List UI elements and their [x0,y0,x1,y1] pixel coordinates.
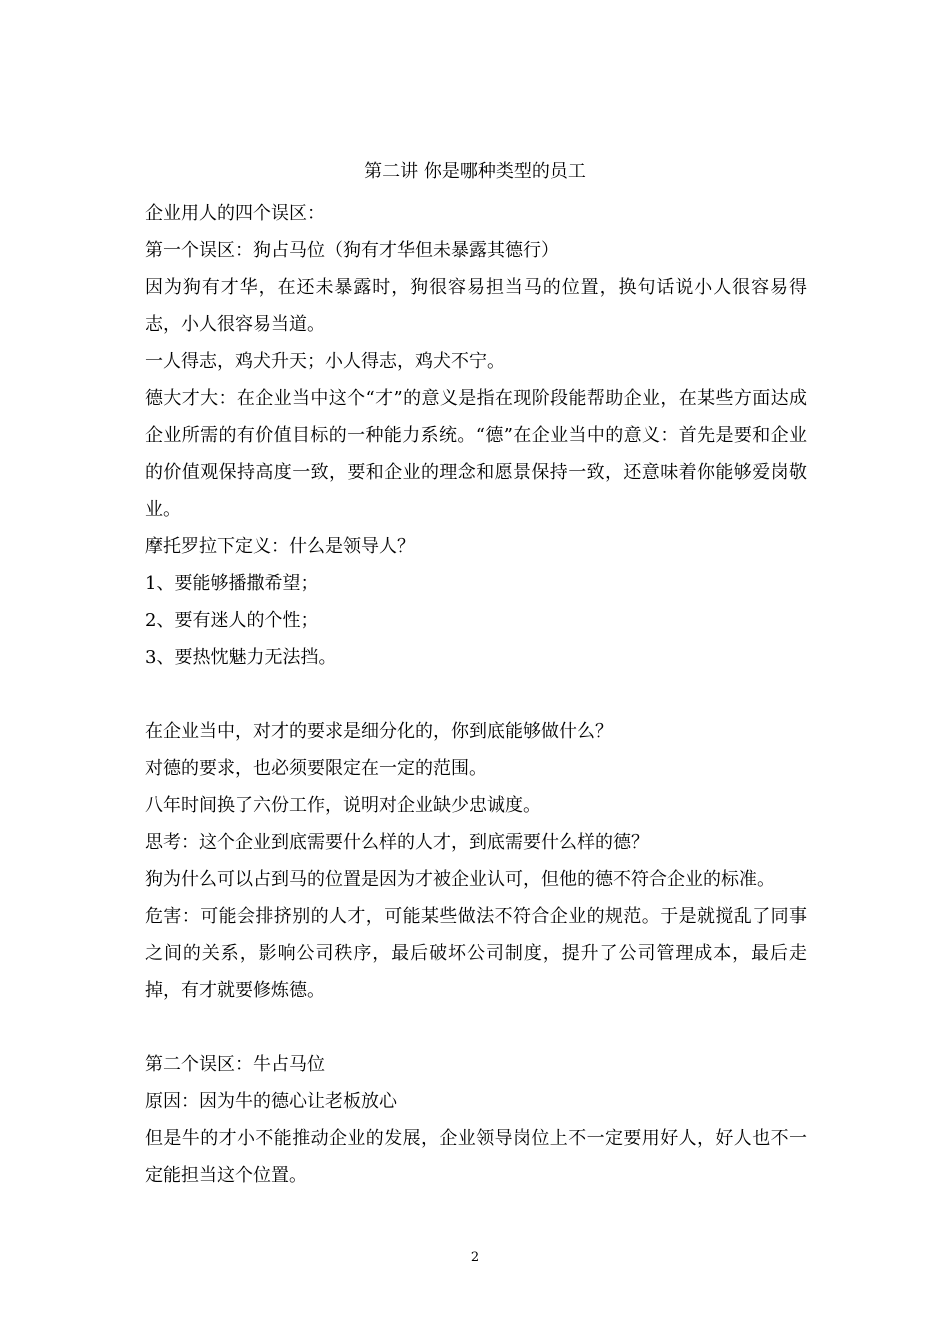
paragraph-four-misconceptions: 企业用人的四个误区： [145,203,325,224]
list-item-charisma: 3、要热忱魅力无法挡。 [145,647,337,668]
list-item-personality: 2、要有迷人的个性； [145,610,319,631]
document-body [145,195,807,1194]
paragraph-virtue-talent: 德大才大：在企业当中这个“才”的意义是指在现阶段能帮助企业，在某些方面达成企业所需的有价值目标的一种能力系统。“德”在企业当中的意义：首先是要和企业的价值观保持高度一致，要和企业的理念和愿景保持一致，还意味着你能够爱岗敬业。 [145,388,807,520]
paragraph-virtue-requirement: 对德的要求，也必须要限定在一定的范围。 [145,758,487,779]
paragraph-dog-position: 狗为什么可以占到马的位置是因为才被企业认可，但他的德不符合企业的标准。 [145,869,775,890]
paragraph-harm: 危害：可能会排挤别的人才，可能某些做法不符合企业的规范。于是就搅乱了同事之间的关系，影响公司秩序，最后破坏公司制度，提升了公司管理成本，最后走掉，有才就要修炼德。 [145,906,807,1001]
paragraph-ox-talent: 但是牛的才小不能推动企业的发展，企业领导岗位上不一定要用好人，好人也不一定能担当这个位置。 [145,1128,807,1186]
paragraph-motorola-definition: 摩托罗拉下定义：什么是领导人？ [145,536,415,557]
paragraph-first-misconception: 第一个误区：狗占马位（狗有才华但未暴露其德行） [145,240,559,261]
paragraph-think: 思考：这个企业到底需要什么样的人才，到底需要什么样的德？ [145,832,649,853]
paragraph-saying: 一人得志，鸡犬升天；小人得志，鸡犬不宁。 [145,351,505,372]
page-number: 2 [470,1250,480,1265]
paragraph-talent-requirement: 在企业当中，对才的要求是细分化的，你到底能够做什么？ [145,721,613,742]
paragraph-gap [145,1009,807,1046]
paragraph-gap [145,676,807,713]
page-title: 第二讲 你是哪种类型的员工 [364,161,586,182]
list-item-hope: 1、要能够播撒希望； [145,573,319,594]
paragraph-dog-talent: 因为狗有才华，在还未暴露时，狗很容易担当马的位置，换句话说小人很容易得志，小人很容易当道。 [145,277,807,335]
paragraph-second-misconception: 第二个误区：牛占马位 [145,1054,325,1075]
paragraph-loyalty: 八年时间换了六份工作，说明对企业缺少忠诚度。 [145,795,541,816]
paragraph-reason: 原因：因为牛的德心让老板放心 [145,1091,397,1112]
